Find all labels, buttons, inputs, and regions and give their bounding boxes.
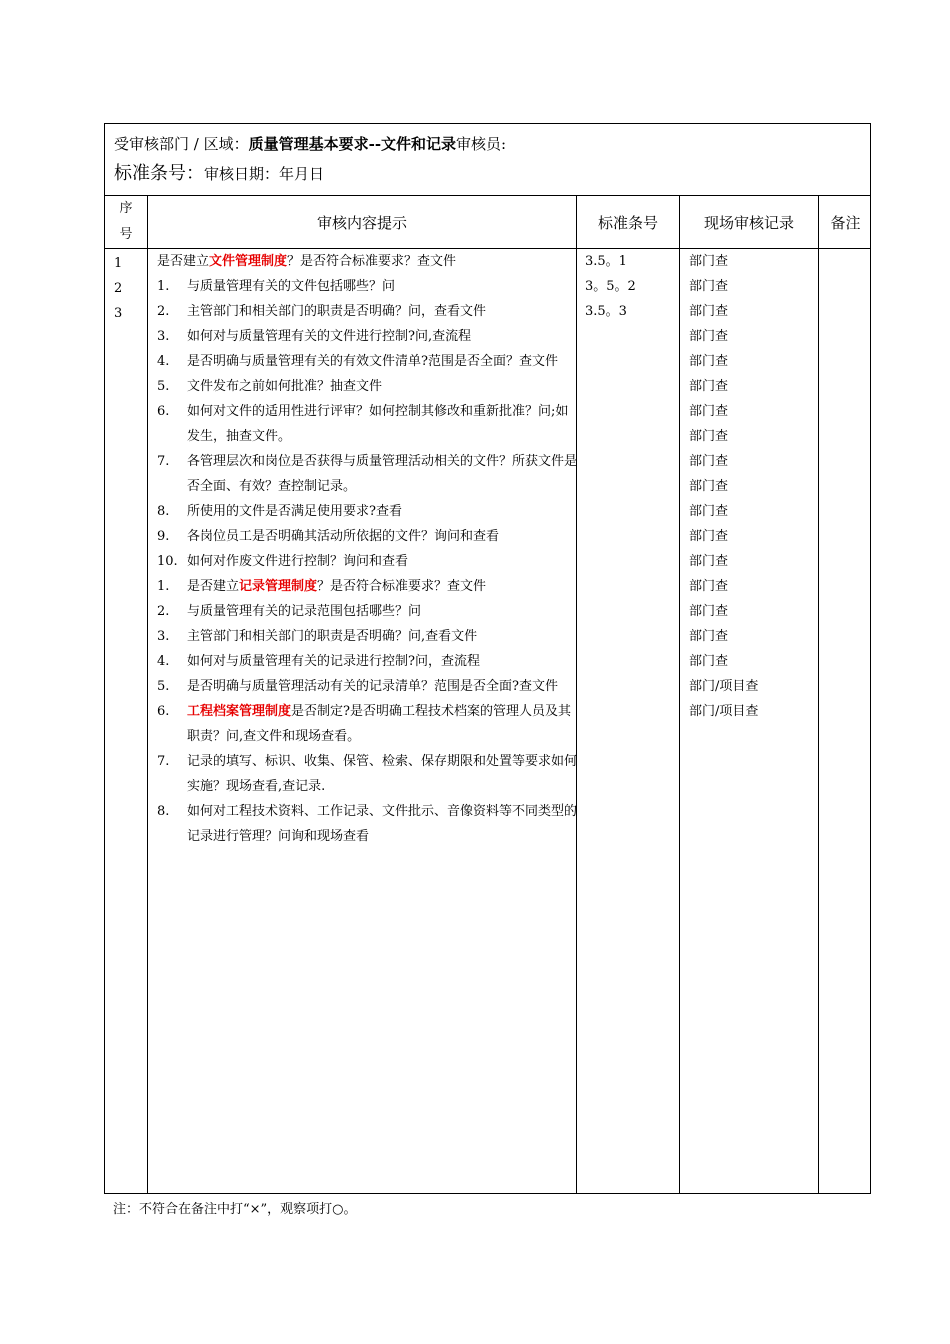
item-text: 主管部门和相关部门的职责是否明确？问,查看文件 (187, 629, 478, 644)
record-entry: 部门查 (689, 654, 729, 669)
std-no-label: 标准条号： (114, 163, 204, 184)
record-entry: 部门查 (689, 254, 729, 269)
audit-content-list (157, 249, 577, 849)
item-number: 3. (157, 629, 170, 644)
item-text: 如何对与质量管理有关的文件进行控制?问,查流程 (187, 329, 472, 344)
col-header-standard: 标准条号 (597, 213, 658, 232)
col-divider (818, 196, 819, 1193)
item-number: 1. (157, 279, 170, 294)
list-item (157, 799, 577, 849)
list-item (157, 399, 577, 449)
onsite-record-list (689, 249, 758, 724)
item-number: 10. (157, 554, 178, 569)
col-divider (679, 196, 680, 1193)
item-text: 所使用的文件是否满足使用要求?查看 (187, 504, 402, 519)
item-number: 2. (157, 304, 170, 319)
col-header-content: 审核内容提示 (316, 213, 407, 232)
list-item (157, 274, 577, 299)
record-entry: 部门查 (689, 529, 729, 544)
item-number: 8. (157, 504, 170, 519)
item-number: 4. (157, 654, 170, 669)
item-number: 2. (157, 604, 170, 619)
header-line-2 (114, 162, 324, 186)
record-entry: 部门查 (689, 554, 729, 569)
header-line-1 (114, 134, 506, 154)
item-text: 与质量管理有关的文件包括哪些？问 (187, 279, 396, 294)
seq-header-char-2: 号 (119, 227, 133, 242)
record-entry: 部门查 (689, 429, 729, 444)
seq-number: 3 (114, 306, 123, 321)
list-item (157, 499, 577, 524)
doc-control-intro (157, 249, 577, 274)
intro-text-post: ？是否符合标准要求？查文件 (287, 254, 457, 269)
record-entry: 部门查 (689, 304, 729, 319)
archive-mgmt-system-highlight: 工程档案管理制度 (187, 704, 292, 719)
standard-clause: 3。5。2 (585, 279, 636, 294)
archive-item (157, 699, 577, 749)
item-text (187, 699, 577, 749)
item-number: 3. (157, 329, 170, 344)
auditor-label: 审核员: (456, 135, 507, 153)
list-item (157, 599, 577, 624)
record-entry: 部门/项目查 (689, 679, 759, 694)
record-entry: 部门查 (689, 604, 729, 619)
item-text: 文件发布之前如何批准？抽查文件 (187, 379, 383, 394)
list-item (157, 649, 577, 674)
footnote: 注：不符合在备注中打“×”，观察项打○。 (113, 1202, 357, 1217)
item-text: 如何对作废文件进行控制？询问和查看 (187, 554, 409, 569)
item-number: 1. (157, 579, 170, 594)
seq-number-list (114, 251, 122, 326)
col-divider (147, 196, 148, 1193)
col-header-seq (105, 196, 147, 248)
col-header-remark: 备注 (830, 213, 861, 232)
standard-clause-list (585, 249, 636, 324)
seq-number: 1 (114, 256, 123, 271)
record-entry: 部门查 (689, 329, 729, 344)
dept-label: 受审核部门 / 区域： (114, 135, 249, 153)
list-item (157, 324, 577, 349)
item-number: 4. (157, 354, 170, 369)
item-number: 5. (157, 679, 170, 694)
table-header-info (105, 124, 870, 196)
list-item (157, 749, 577, 799)
item-text: 记录的填写、标识、收集、保管、检索、保存期限和处置等要求如何实施？现场查看,查记录. (187, 754, 578, 794)
list-item (157, 624, 577, 649)
seq-header-char-1: 序 (119, 201, 133, 216)
item-text: 主管部门和相关部门的职责是否明确？问，查看文件 (187, 304, 487, 319)
intro-text-pre: 是否建立 (157, 254, 210, 269)
list-item (157, 549, 577, 574)
archive-text-post: 是否制定?是否明确工程技术档案的管理人员及其职责？问,查文件和现场查看。 (187, 704, 571, 744)
record-entry: 部门查 (689, 379, 729, 394)
list-item (157, 524, 577, 549)
record-mgmt-system-highlight: 记录管理制度 (239, 579, 318, 594)
record-entry: 部门查 (689, 404, 729, 419)
record-entry: 部门查 (689, 479, 729, 494)
doc-mgmt-system-highlight: 文件管理制度 (209, 254, 288, 269)
list-item (157, 449, 577, 499)
item-text: 如何对与质量管理有关的记录进行控制?问，查流程 (187, 654, 480, 669)
list-item (157, 374, 577, 399)
audit-date-label: 审核日期：年月日 (204, 165, 325, 183)
item-text: 与质量管理有关的记录范围包括哪些？问 (187, 604, 422, 619)
item-number: 8. (157, 804, 170, 819)
item-number: 6. (157, 704, 170, 719)
item-number: 6. (157, 404, 170, 419)
rec-intro-pre: 是否建立 (187, 579, 240, 594)
seq-number: 2 (114, 281, 123, 296)
item-text: 如何对工程技术资料、工作记录、文件批示、音像资料等不同类型的记录进行管理？问询和现场查看 (187, 804, 578, 844)
list-item (157, 299, 577, 324)
item-text: 如何对文件的适用性进行评审？如何控制其修改和重新批准？问;如发生，抽查文件。 (187, 404, 569, 444)
item-text: 各管理层次和岗位是否获得与质量管理活动相关的文件？所获文件是否全面、有效？查控制记录。 (187, 454, 578, 494)
list-item (157, 674, 577, 699)
list-item (157, 349, 577, 374)
item-number: 7. (157, 754, 170, 769)
item-number: 5. (157, 379, 170, 394)
item-text (187, 574, 577, 599)
record-entry: 部门查 (689, 629, 729, 644)
item-text: 各岗位员工是否明确其活动所依据的文件？询问和查看 (187, 529, 500, 544)
record-entry: 部门查 (689, 279, 729, 294)
item-text: 是否明确与质量管理有关的有效文件清单?范围是否全面？查文件 (187, 354, 558, 369)
item-number: 7. (157, 454, 170, 469)
audit-topic: 质量管理基本要求--文件和记录 (248, 135, 457, 153)
standard-clause: 3.5。1 (585, 254, 627, 269)
item-text: 是否明确与质量管理活动有关的记录清单？范围是否全面?查文件 (187, 679, 558, 694)
record-entry: 部门/项目查 (689, 704, 759, 719)
item-number: 9. (157, 529, 170, 544)
rec-intro-post: ？是否符合标准要求？查文件 (317, 579, 487, 594)
record-entry: 部门查 (689, 354, 729, 369)
audit-checklist-table (104, 123, 871, 1194)
standard-clause: 3.5。3 (585, 304, 627, 319)
record-control-intro (157, 574, 577, 599)
record-entry: 部门查 (689, 504, 729, 519)
record-entry: 部门查 (689, 579, 729, 594)
col-header-record: 现场审核记录 (703, 213, 794, 232)
record-entry: 部门查 (689, 454, 729, 469)
